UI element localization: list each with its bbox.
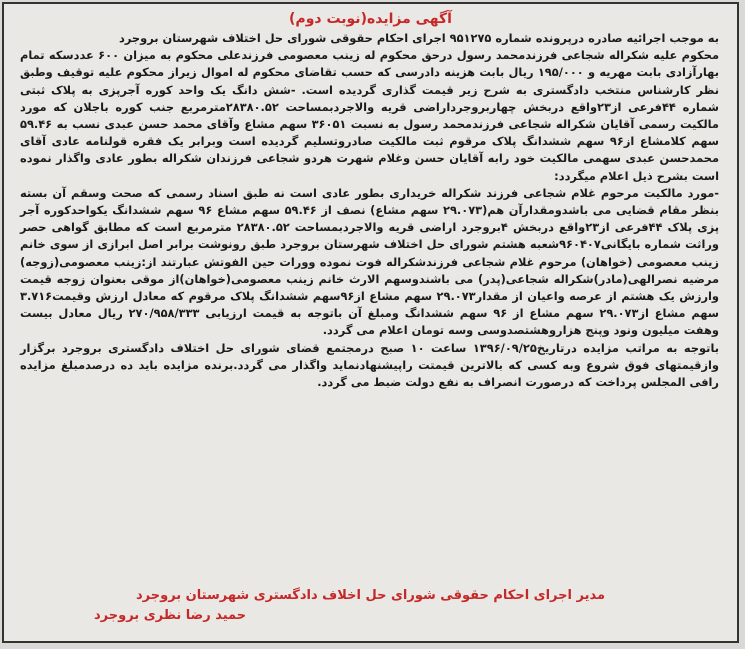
notice-body xyxy=(20,30,719,391)
paragraph-judgment: محکوم علیه شکراله شجاعی فرزندمحمد رسول درحق محکوم له زینب معصومی فرزندعلی محکوم به میزان ۶۰۰ عددسکه تمام بهارآزادی بابت مهریه و ۱۹۵/۰۰۰ ریال بابت هزینه دادرسی که حسب تقاضای محکوم له اموال زیراز محکوم علیه توقیف وطبق نظر کارشناس منتخب دادگستری به شرح زیر قیمت گذاری گردیده است. -شش دانگ یک واحد کوره آجرپزی به پلاک ثبتی شماره ۴۴فرعی از۲۳واقع دربخش چهاربروجرداراضی قریه والاجردبمساحت ۲۸۳۸۰.۵۲مترمربع جنب کوره باجلان که مورد مالکیت رسمی آقایان شکراله شجاعی فرزندمحمد رسول به نسبت ۳۶۰۵۱ سهم مشاع وآقای محمد حسن عبدی نسب به ۵۹.۴۶ سهم کلامشاع از۹۶ سهم ششدانگ پلاک مرقوم ثبت مالکیت صادروتسلیم گردیده است وبرابر یک فقره قولنامه عادی آقای محمدحسن عبدی سهمی مالکیت خود رابه آقایان حسن وغلام شهرت هردو شجاعی فرزندان شکراله بطور عادی واگذار نموده است بشرح ذیل اعلام میگردد: xyxy=(20,48,719,183)
signature-title: مدیر اجرای احکام حقوقی شورای حل اخلاف دادگستری شهرستان بروجرد xyxy=(135,588,606,603)
notice-sheet xyxy=(2,2,739,643)
notice-title: آگهی مزایده(نوبت دوم) xyxy=(289,11,452,27)
paragraph-property: -مورد مالکیت مرحوم غلام شجاعی فرزند شکراله خریداری بطور عادی است نه طبق اسناد رسمی که صحت وسقم آن بسته بنظر مقام قضایی می باشدومقدارآن هم(۲۹.۰۷۳ سهم مشاع) نصف از ۵۹.۴۶ سهم مشاع ۹۶ سهم ششدانگ یکواحدکوره آجر پزی پلاک ۴۴فرعی از۲۳واقع دربخش ۴بروجرد اراضی قریه والاجردبمساحت ۲۸۳۸۰.۵۲ مترمربع است که مطابق گواهی حصر وراثت شماره بایگانی۹۶۰۴۰۷شعبه هشتم شورای حل اختلاف شهرستان بروجرد طبق رونوشت برابر اصل ابرازی از سوی خانم زینب معصومی (خواهان) مرحوم غلام شجاعی فرزندشکراله فوت نموده وورات حین الفوتش عبارتند از:زینب معصومی(زوجه) مرضیه نصرالهی(مادر)شکراله شجاعی(پدر) می باشندوسهم الارث خانم زینب معصومی(خواهان)از موقی بعنوان زوجه قیمت وارزش یک هشتم از عرصه واعیان از مقدار۲۹.۰۷۳ سهم مشاع از۹۶سهم ششدانگ پلاک مرقوم که معادل ارزش وقیمت۳.۷۱۶ سهم مشاع از۲۹.۰۷۳ سهم مشاع از ۹۶ سهم ششدانگ ومبلغ آن باتوجه به قیمت ارزیابی ۲۷۰/۹۵۸/۳۳۳ ریال معادل بیست وهفت میلیون ونود وپنج هزاروهشتصدوسی وسه تومان اعلام می گردد. xyxy=(20,185,720,338)
paragraph-intro: به موجب اجرائیه صادره درپرونده شماره ۹۵۱۲۷۵ اجرای احکام حقوقی شورای حل اختلاف شهرستان بروجرد xyxy=(118,31,719,45)
signature-name: حمید رضا نظری بروجرد xyxy=(94,608,247,623)
paragraph-auction-terms: باتوجه به مراتب مزایده درتاریخ۱۳۹۶/۰۹/۲۵ ساعت ۱۰ صبح درمجتمع قضای شورای حل اختلاف دادگستری بروجرد برگزار وازقیمتهای فوق شروع وبه کسی که بالاترین قیمتت راپیشنهادنماید واگذار می گردد.برنده مزایده باید ده درصدمبلغ مزایده رافی المجلس پرداخت که درصورت انصراف به نفع دولت ضبط می گردد. xyxy=(20,340,720,390)
